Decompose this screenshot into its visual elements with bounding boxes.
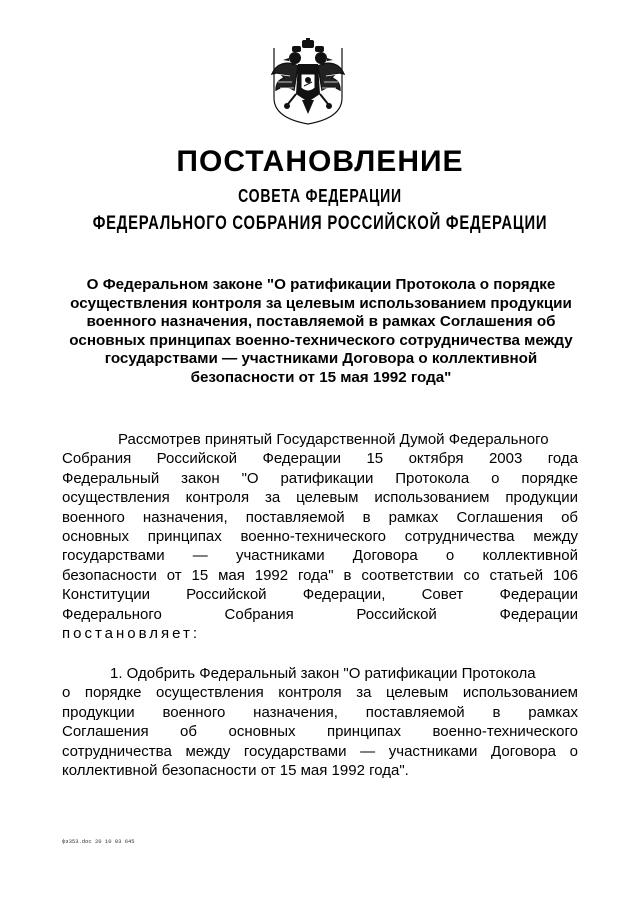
paragraph-line: сотрудничества между государствами — участниками Договора о: [62, 742, 578, 760]
paragraph-line: осуществления контроля за целевым использованием продукции: [62, 489, 578, 507]
paragraph-line: безопасности от 15 мая 1992 года" в соответствии со статьей 106: [62, 566, 578, 584]
paragraph-line: продукции военного назначения, поставляемой в рамках: [62, 703, 578, 721]
paragraph-line: Конституции Российской Федерации, Совет Федерации: [62, 586, 578, 604]
issuer-line-2: ФЕДЕРАЛЬНОГО СОБРАНИЯ РОССИЙСКОЙ ФЕДЕРАЦИИ: [92, 213, 548, 234]
body-paragraph-2: [62, 664, 578, 780]
paragraph-line: основных принципах военно-технического сотрудничества между: [62, 527, 578, 545]
paragraph-line: о порядке осуществления контроля за целевым использованием: [62, 684, 578, 702]
resolution-title: О Федеральном законе "О ратификации Протокола о порядке осуществления контроля за целевым использованием продукции военного назначения, поставляемой в рамках Соглашения об основных принципах военно-технического сотрудничества между государствами — участниками Договора о коллективной безопасности от 15 мая 1992 года": [69, 276, 573, 386]
document-file-code: фз353.doc 20 10 03 645: [62, 838, 135, 845]
document-type-heading: ПОСТАНОВЛЕНИЕ: [176, 145, 464, 178]
paragraph-line: государствами — участниками Договора о коллективной: [62, 547, 578, 565]
paragraph-line: Собрания Российской Федерации 15 октября 2003 года: [62, 450, 578, 468]
paragraph-line: Федерального Собрания Российской Федерации: [62, 605, 578, 623]
decision-word: постановляет:: [62, 624, 201, 642]
paragraph-line: Федеральный закон "О ратификации Протокола о порядке: [62, 469, 578, 487]
paragraph-line: Рассмотрев принятый Государственной Думой Федерального: [118, 431, 549, 448]
coat-of-arms-emblem: [268, 38, 348, 126]
issuer-line-1: СОВЕТА ФЕДЕРАЦИИ: [238, 186, 402, 206]
paragraph-line: военного назначения, поставляемой в рамках Соглашения об: [62, 508, 578, 526]
paragraph-line: Соглашения об основных принципах военно-технического: [62, 723, 578, 741]
paragraph-line: коллективной безопасности от 15 мая 1992 года".: [62, 761, 409, 779]
paragraph-line: 1. Одобрить Федеральный закон "О ратификации Протокола: [110, 665, 536, 682]
body-paragraph-1: [62, 430, 578, 643]
